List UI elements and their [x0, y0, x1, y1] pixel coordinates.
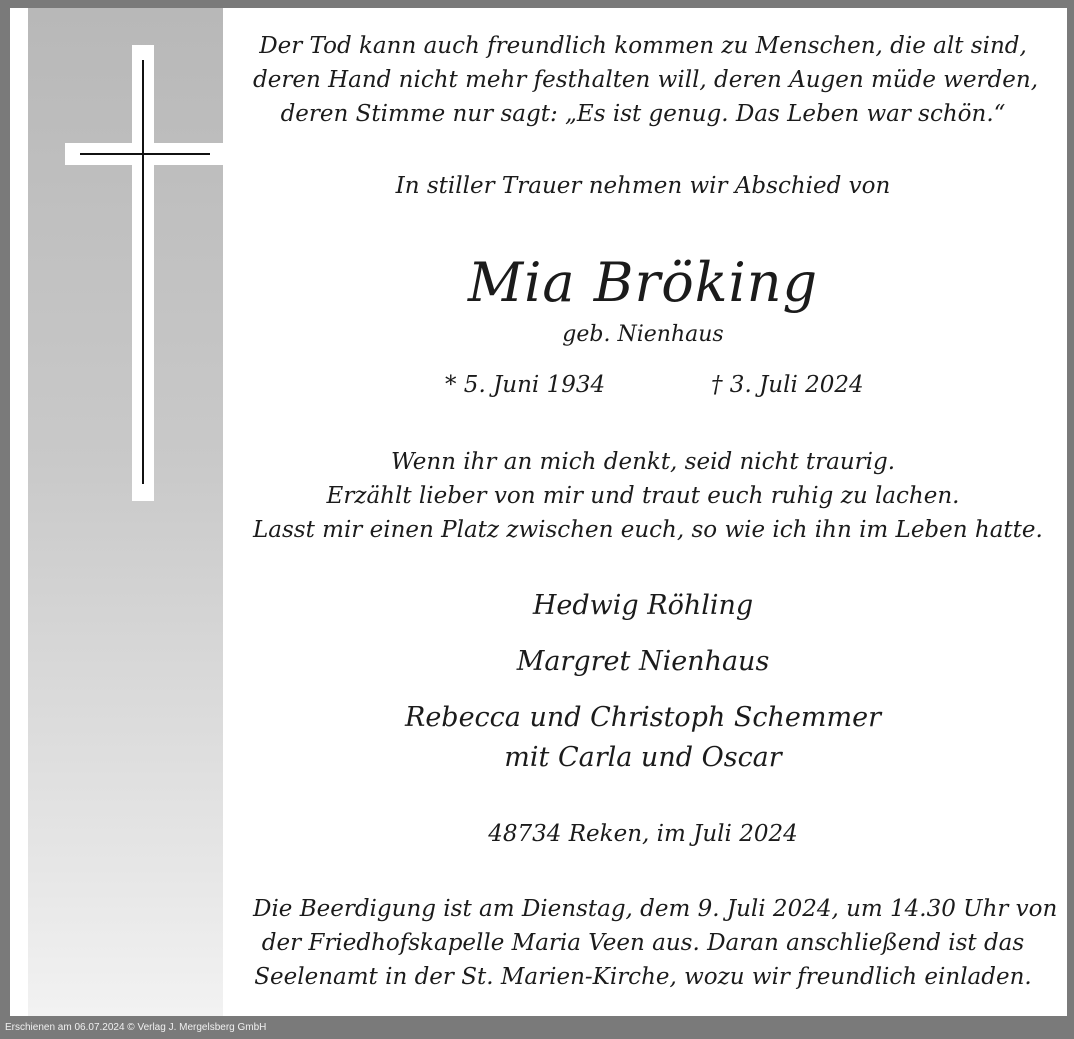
life-dates	[253, 369, 1033, 401]
side-panel	[28, 8, 223, 1016]
funeral-line: der Friedhofskapelle Maria Veen aus. Daran anschließend ist das	[261, 930, 1025, 956]
quote	[253, 445, 1043, 547]
intro-text: In stiller Trauer nehmen wir Abschied von	[395, 173, 891, 199]
mourner	[253, 642, 1033, 682]
mourner-name: mit Carla und Oscar	[504, 742, 782, 773]
mourner	[253, 586, 1033, 626]
place-date: 48734 Reken, im Juli 2024	[488, 821, 798, 847]
quote-line: Lasst mir einen Platz zwischen euch, so wie ich ihn im Leben hatte.	[253, 517, 1043, 543]
publication-footer: Erschienen am 06.07.2024 © Verlag J. Mergelsberg GmbH	[5, 1022, 267, 1033]
obituary-text	[253, 8, 1058, 1016]
funeral-line: Die Beerdigung ist am Dienstag, dem 9. Juli 2024, um 14.30 Uhr von	[253, 896, 1058, 922]
quote-line: Wenn ihr an mich denkt, seid nicht traurig.	[390, 449, 896, 475]
quote-line: Erzählt lieber von mir und traut euch ruhig zu lachen.	[326, 483, 960, 509]
death-date: † 3. Juli 2024	[711, 372, 864, 398]
deceased-name: Mia Bröking	[467, 251, 819, 314]
birth-date: * 5. Juni 1934	[445, 372, 606, 398]
funeral-line: Seelenamt in der St. Marien-Kirche, wozu wir freundlich einladen.	[254, 964, 1032, 990]
mourner-name: Hedwig Röhling	[532, 590, 754, 621]
poem-line: deren Stimme nur sagt: „Es ist genug. Das Leben war schön.“	[280, 101, 1006, 127]
obituary-card	[10, 8, 1067, 1016]
maiden-name: geb. Nienhaus	[562, 322, 724, 347]
mourner-name: Rebecca und Christoph Schemmer	[404, 702, 882, 733]
mourner	[253, 698, 1033, 778]
poem-line: Der Tod kann auch freundlich kommen zu Menschen, die alt sind,	[259, 33, 1027, 59]
funeral-info	[253, 892, 1058, 994]
poem-line: deren Hand nicht mehr festhalten will, deren Augen müde werden,	[253, 67, 1039, 93]
poem	[253, 29, 1039, 131]
mourner-name: Margret Nienhaus	[516, 646, 770, 677]
